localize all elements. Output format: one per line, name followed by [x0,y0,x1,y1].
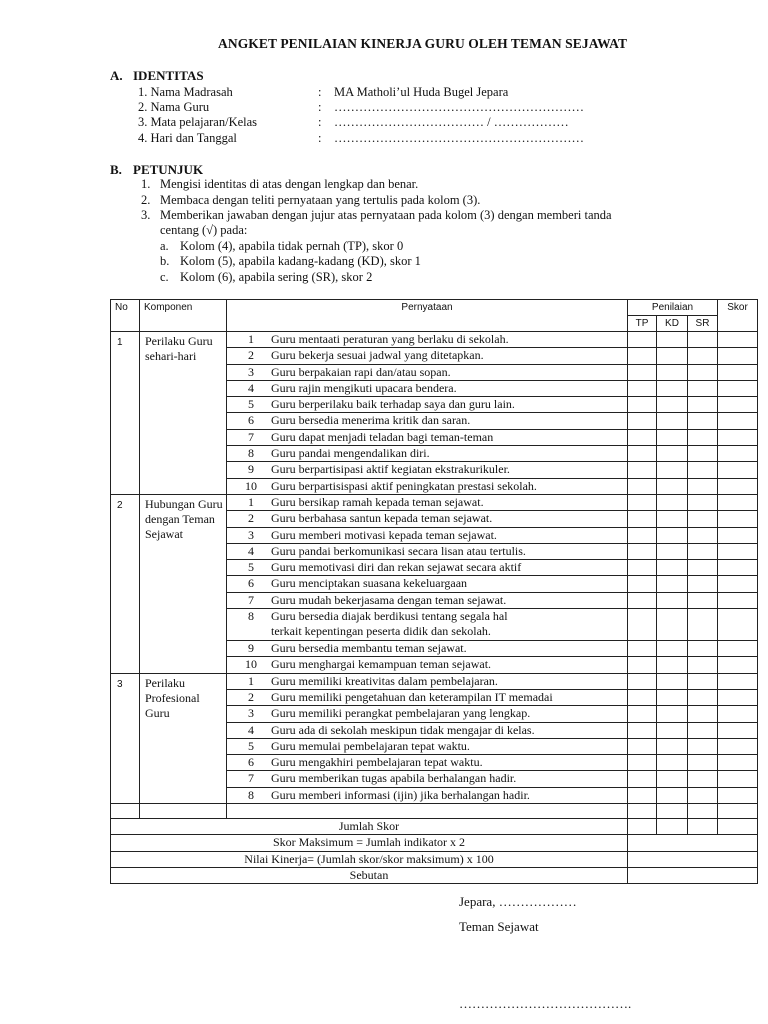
header-no: No [111,300,140,332]
score-cell-tp[interactable] [628,787,657,803]
score-cell-kd[interactable] [657,722,688,738]
score-cell-kd[interactable] [657,429,688,445]
identitas-colon: : [318,131,322,145]
statement-cell [227,397,628,413]
score-cell-kd[interactable] [657,689,688,705]
table-row [111,494,758,510]
score-cell-skor[interactable] [718,527,758,543]
score-cell-sr[interactable] [688,380,718,396]
statement-number: 1 [248,332,254,346]
score-cell-sr[interactable] [688,429,718,445]
score-cell-tp[interactable] [628,722,657,738]
score-cell-kd[interactable] [657,446,688,462]
statement-cell [227,706,628,722]
petunjuk-sub-text: Kolom (6), apabila sering (SR), skor 2 [180,270,373,284]
statement-cell [227,494,628,510]
statement-text: Guru berpakaian rapi dan/atau sopan. [271,364,451,379]
score-cell-skor[interactable] [718,657,758,673]
statement-text-continued: terkait kepentingan peserta didik dan sekolah. [271,624,491,639]
statement-number: 3 [248,527,254,542]
statement-text: Guru pandai mengendalikan diri. [271,446,430,461]
score-cell-sr[interactable] [688,413,718,429]
score-cell-sr[interactable] [688,819,718,835]
footer-jumlah-skor: Jumlah Skor [111,819,628,835]
score-cell-kd[interactable] [657,348,688,364]
score-cell-skor[interactable] [718,706,758,722]
score-cell-skor[interactable] [718,380,758,396]
score-cell-tp[interactable] [628,592,657,608]
score-cell-kd[interactable] [657,641,688,657]
score-cell-skor[interactable] [718,609,758,641]
score-cell-tp[interactable] [628,527,657,543]
signature-role: Teman Sejawat [459,919,539,934]
group-komponen: Perilaku Guru sehari-hari [140,332,227,495]
statement-text: Guru memiliki kreativitas dalam pembelajaran. [271,673,498,688]
group-komponen: Hubungan Guru dengan Teman Sejawat [140,494,227,673]
score-cell-kd[interactable] [657,511,688,527]
score-cell-sr[interactable] [688,543,718,559]
score-cell-tp[interactable] [628,706,657,722]
score-cell-skor[interactable] [718,413,758,429]
petunjuk-text: Membaca dengan teliti pernyataan yang tertulis pada kolom (3). [160,193,481,207]
identitas-colon: : [318,100,322,114]
statement-cell [227,413,628,429]
statement-number: 6 [248,576,254,591]
statement-text: Guru berpartisispasi aktif peningkatan prestasi sekolah. [271,478,537,493]
score-cell-sr[interactable] [688,738,718,754]
score-cell-tp[interactable] [628,462,657,478]
statement-cell [227,755,628,771]
table-row [111,332,758,348]
table-row [111,673,758,689]
statement-cell [227,462,628,478]
score-cell-tp[interactable] [628,576,657,592]
identitas-label-mapel: 3. Mata pelajaran/Kelas [138,115,258,129]
footer-nilai-kinerja: Nilai Kinerja= (Jumlah skor/skor maksimum) x 100 [111,851,628,867]
score-cell-kd[interactable] [657,771,688,787]
score-cell-sr[interactable] [688,494,718,510]
footer-value-cell[interactable] [628,867,758,883]
statement-cell [227,543,628,559]
score-cell-tp[interactable] [628,609,657,641]
group-number: 1 [111,332,140,495]
score-cell-skor[interactable] [718,478,758,494]
statement-number: 3 [248,706,254,721]
identitas-value-guru: …………………………………………………… [334,100,584,114]
statement-text: Guru rajin mengikuti upacara bendera. [271,380,457,395]
score-cell-kd[interactable] [657,413,688,429]
statement-cell [227,641,628,657]
score-cell-sr[interactable] [688,706,718,722]
score-cell-skor[interactable] [718,348,758,364]
score-cell-kd[interactable] [657,819,688,835]
group-number: 2 [111,494,140,673]
score-cell-sr[interactable] [688,576,718,592]
statement-cell [227,576,628,592]
header-tp: TP [628,316,657,332]
identitas-value-hari: …………………………………………………… [334,131,584,145]
score-cell-tp[interactable] [628,560,657,576]
score-cell-kd[interactable] [657,738,688,754]
score-cell-tp[interactable] [628,364,657,380]
statement-number: 8 [248,446,254,461]
statement-number: 10 [245,657,257,672]
score-cell-tp[interactable] [628,511,657,527]
statement-text: Guru berperilaku baik terhadap saya dan guru lain. [271,397,515,412]
score-cell-sr[interactable] [688,397,718,413]
petunjuk-text: Mengisi identitas di atas dengan lengkap dan benar. [160,177,419,191]
statement-number: 6 [248,413,254,428]
score-cell-sr[interactable] [688,771,718,787]
score-cell-sr[interactable] [688,364,718,380]
statement-number: 2 [248,511,254,526]
score-cell-skor[interactable] [718,397,758,413]
score-cell-tp[interactable] [628,771,657,787]
statement-number: 5 [248,738,254,753]
score-cell-sr[interactable] [688,478,718,494]
score-cell-sr[interactable] [688,787,718,803]
score-cell-skor[interactable] [718,592,758,608]
score-cell-tp[interactable] [628,641,657,657]
section-b-letter: B. [110,162,122,177]
score-cell-sr[interactable] [688,657,718,673]
empty-cell[interactable] [628,804,657,819]
score-cell-tp[interactable] [628,397,657,413]
header-kd: KD [657,316,688,332]
score-cell-kd[interactable] [657,755,688,771]
score-cell-sr[interactable] [688,641,718,657]
statement-number: 8 [248,609,254,624]
score-cell-sr[interactable] [688,446,718,462]
assessment-table [110,299,758,884]
score-cell-skor[interactable] [718,771,758,787]
empty-cell[interactable] [657,804,688,819]
signature-place-date: Jepara, ……………… [459,894,577,909]
score-cell-sr[interactable] [688,592,718,608]
header-pernyataan: Pernyataan [227,300,628,332]
score-cell-skor[interactable] [718,755,758,771]
score-cell-skor[interactable] [718,738,758,754]
statement-cell [227,657,628,673]
document-title: ANGKET PENILAIAN KINERJA GURU OLEH TEMAN SEJAWAT [218,36,628,51]
statement-cell [227,787,628,803]
statement-text: Guru mudah bekerjasama dengan teman sejawat. [271,592,507,607]
score-cell-kd[interactable] [657,560,688,576]
score-cell-kd[interactable] [657,673,688,689]
score-cell-tp[interactable] [628,673,657,689]
score-cell-sr[interactable] [688,560,718,576]
statement-text: Guru bersedia diajak berdikusi tentang segala hal [271,609,508,624]
header-penilaian: Penilaian [628,300,718,316]
statement-text: Guru memiliki perangkat pembelajaran yang lengkap. [271,706,531,721]
score-cell-sr[interactable] [688,462,718,478]
score-cell-skor[interactable] [718,641,758,657]
section-a-letter: A. [110,68,123,83]
section-b-heading: PETUNJUK [133,162,204,177]
statement-cell [227,527,628,543]
table-row-empty [111,804,758,819]
score-cell-kd[interactable] [657,706,688,722]
footer-value-cell[interactable] [628,835,758,851]
statement-text: Guru pandai berkomunikasi secara lisan atau tertulis. [271,543,526,558]
statement-number: 6 [248,755,254,770]
statement-cell [227,592,628,608]
statement-number: 2 [248,348,254,363]
empty-cell [227,804,628,819]
statement-cell [227,348,628,364]
statement-cell [227,332,628,348]
footer-sebutan: Sebutan [111,867,628,883]
score-cell-skor[interactable] [718,429,758,445]
petunjuk-sub-text: Kolom (4), apabila tidak pernah (TP), skor 0 [180,239,404,253]
statement-cell [227,673,628,689]
score-cell-tp[interactable] [628,413,657,429]
score-cell-skor[interactable] [718,364,758,380]
statement-cell [227,771,628,787]
score-cell-kd[interactable] [657,397,688,413]
section-a-heading: IDENTITAS [133,68,204,83]
statement-number: 2 [248,689,254,704]
statement-cell [227,429,628,445]
score-cell-sr[interactable] [688,689,718,705]
score-cell-skor[interactable] [718,576,758,592]
statement-cell [227,609,628,641]
identitas-colon: : [318,85,322,99]
statement-cell [227,446,628,462]
header-skor: Skor [718,300,758,332]
statement-text: Guru memotivasi diri dan rekan sejawat secara aktif [271,560,522,575]
statement-text: Guru bekerja sesuai jadwal yang ditetapkan. [271,348,484,363]
statement-number: 9 [248,641,254,656]
statement-text: Guru bersedia membantu teman sejawat. [271,641,467,656]
statement-number: 9 [248,462,254,477]
score-cell-kd[interactable] [657,364,688,380]
score-cell-skor[interactable] [718,819,758,835]
score-cell-sr[interactable] [688,527,718,543]
group-komponen: Perilaku Profesional Guru [140,673,227,803]
statement-text: Guru menciptakan suasana kekeluargaan [271,576,468,591]
statement-cell [227,738,628,754]
score-cell-sr[interactable] [688,609,718,641]
score-cell-tp[interactable] [628,380,657,396]
score-cell-sr[interactable] [688,511,718,527]
score-cell-kd[interactable] [657,592,688,608]
statement-text: Guru bersedia menerima kritik dan saran. [271,413,471,428]
score-cell-skor[interactable] [718,673,758,689]
score-cell-tp[interactable] [628,657,657,673]
statement-text: Guru menghargai kemampuan teman sejawat. [271,657,492,672]
score-cell-sr[interactable] [688,722,718,738]
score-cell-skor[interactable] [718,787,758,803]
score-cell-kd[interactable] [657,609,688,641]
score-cell-kd[interactable] [657,657,688,673]
footer-value-cell[interactable] [628,851,758,867]
statement-text: Guru berbahasa santun kepada teman sejawat. [271,511,493,526]
score-cell-kd[interactable] [657,494,688,510]
statement-text: Guru memberi motivasi kepada teman sejawat. [271,527,497,542]
petunjuk-sub-text: Kolom (5), apabila kadang-kadang (KD), skor 1 [180,254,421,268]
score-cell-sr[interactable] [688,332,718,348]
score-cell-kd[interactable] [657,462,688,478]
score-cell-tp[interactable] [628,755,657,771]
statement-cell [227,364,628,380]
score-cell-tp[interactable] [628,429,657,445]
statement-cell [227,722,628,738]
statement-text: Guru memberikan tugas apabila berhalangan hadir. [271,771,517,786]
score-cell-skor[interactable] [718,446,758,462]
statement-cell [227,511,628,527]
score-cell-tp[interactable] [628,348,657,364]
statement-number: 7 [248,771,254,786]
petunjuk-text: Memberikan jawaban dengan jujur atas pernyataan pada kolom (3) dengan memberi tanda [160,208,612,222]
score-cell-kd[interactable] [657,478,688,494]
statement-number: 5 [248,560,254,575]
identitas-colon: : [318,115,322,129]
score-cell-tp[interactable] [628,494,657,510]
statement-text: Guru mengakhiri pembelajaran tepat waktu. [271,755,483,770]
score-cell-skor[interactable] [718,494,758,510]
footer-skor-maksimum: Skor Maksimum = Jumlah indikator x 2 [111,835,628,851]
identitas-label-madrasah: 1. Nama Madrasah [138,85,233,99]
statement-number: 4 [248,722,254,737]
score-cell-kd[interactable] [657,576,688,592]
petunjuk-number: 2. [141,193,151,207]
score-cell-sr[interactable] [688,673,718,689]
statement-cell [227,380,628,396]
statement-number: 5 [248,397,254,412]
identitas-value-madrasah: MA Matholi’ul Huda Bugel Jepara [334,85,509,99]
statement-number: 8 [248,787,254,802]
statement-cell [227,478,628,494]
statement-number: 3 [248,364,254,379]
statement-number: 1 [248,494,254,509]
statement-number: 7 [248,429,254,444]
statement-number: 1 [248,673,254,688]
score-cell-skor[interactable] [718,462,758,478]
empty-cell[interactable] [688,804,718,819]
petunjuk-number: 3. [141,208,151,222]
score-cell-skor[interactable] [718,511,758,527]
statement-text: Guru berpartisipasi aktif kegiatan ekstrakurikuler. [271,462,510,477]
group-number: 3 [111,673,140,803]
empty-cell[interactable] [718,804,758,819]
score-cell-tp[interactable] [628,819,657,835]
statement-cell [227,689,628,705]
statement-number: 4 [248,543,254,558]
score-cell-skor[interactable] [718,560,758,576]
identitas-label-guru: 2. Nama Guru [138,100,210,114]
score-cell-tp[interactable] [628,738,657,754]
statement-text: Guru memiliki pengetahuan dan keterampilan IT memadai [271,689,553,704]
statement-cell [227,560,628,576]
score-cell-tp[interactable] [628,543,657,559]
statement-number: 7 [248,592,254,607]
statement-number: 10 [245,478,257,493]
score-cell-kd[interactable] [657,380,688,396]
score-cell-tp[interactable] [628,478,657,494]
score-cell-kd[interactable] [657,787,688,803]
score-cell-tp[interactable] [628,689,657,705]
score-cell-skor[interactable] [718,543,758,559]
score-cell-tp[interactable] [628,446,657,462]
statement-text: Guru dapat menjadi teladan bagi teman-teman [271,429,494,444]
score-cell-skor[interactable] [718,689,758,705]
score-cell-kd[interactable] [657,332,688,348]
score-cell-sr[interactable] [688,348,718,364]
petunjuk-sub-letter: a. [160,239,169,253]
header-komponen: Komponen [140,300,227,332]
score-cell-skor[interactable] [718,722,758,738]
statement-text: Guru memulai pembelajaran tepat waktu. [271,738,470,753]
petunjuk-number: 1. [141,177,151,191]
petunjuk-sub-letter: c. [160,270,169,284]
statement-text: Guru bersikap ramah kepada teman sejawat. [271,494,484,509]
empty-cell [140,804,227,819]
header-sr: SR [688,316,718,332]
petunjuk-text-continued: centang (√) pada: [160,223,248,237]
statement-text: Guru mentaati peraturan yang berlaku di sekolah. [271,332,509,346]
score-cell-kd[interactable] [657,543,688,559]
score-cell-sr[interactable] [688,755,718,771]
score-cell-skor[interactable] [718,332,758,348]
score-cell-tp[interactable] [628,332,657,348]
petunjuk-sub-letter: b. [160,254,170,268]
identitas-value-mapel: ……………………………… / ……………… [334,115,569,129]
score-cell-kd[interactable] [657,527,688,543]
statement-number: 4 [248,380,254,395]
statement-text: Guru memberi informasi (ijin) jika berhalangan hadir. [271,787,530,802]
empty-cell [111,804,140,819]
signature-name-line: …………………………………. [459,996,632,1011]
statement-text: Guru ada di sekolah meskipun tidak mengajar di kelas. [271,722,535,737]
identitas-label-hari: 4. Hari dan Tanggal [138,131,237,145]
